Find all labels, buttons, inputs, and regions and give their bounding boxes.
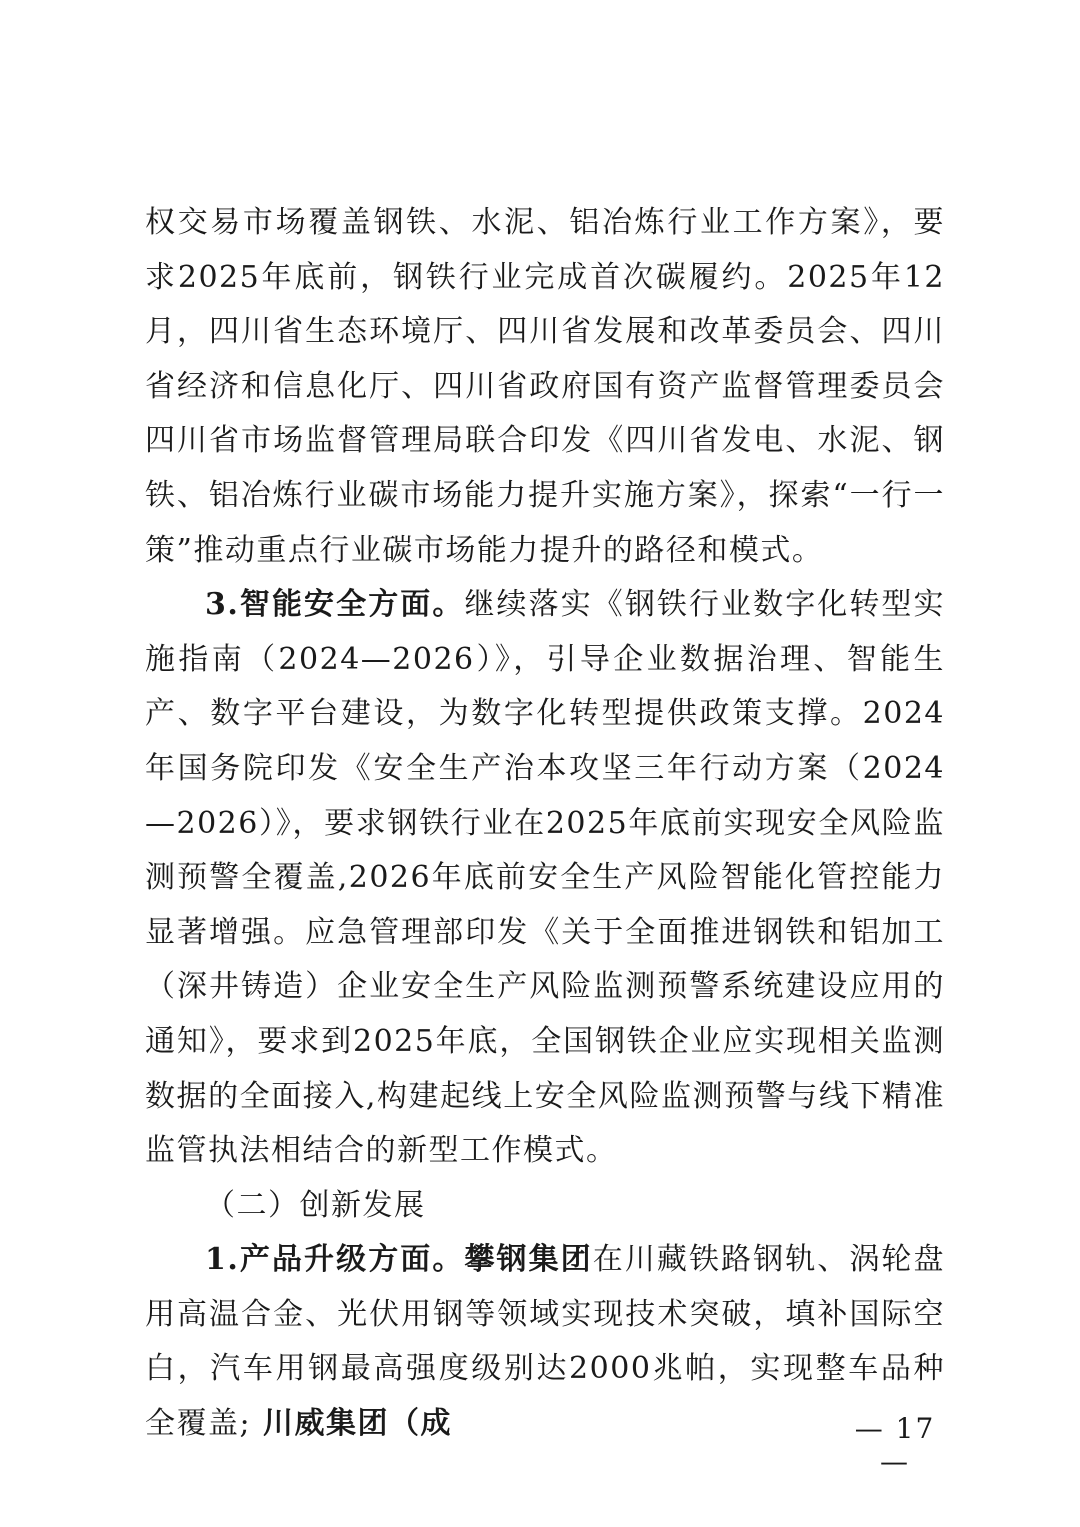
page-number: — 17 — — [854, 1412, 936, 1478]
paragraph-smart-safety — [145, 578, 945, 1179]
paragraph-carbon-market: 权交易市场覆盖钢铁、水泥、铝冶炼行业工作方案》，要求2025年底前，钢铁行业完成首次碳履约。2025年12月，四川省生态环境厅、四川省发展和改革委员会、四川省经济和信息化厅、四川省政府国有资产监督管理委员会 四川省市场监督管理局联合印发《四川省发电、水泥、钢铁、铝冶炼行业碳市场能力提升实施方案》，探索“一行一策”推动重点行业碳市场能力提升的路径和模式。 — [145, 205, 945, 568]
section-heading-innovation: （二）创新发展 — [205, 1187, 426, 1223]
smart-safety-heading: 3.智能安全方面。 — [205, 587, 465, 623]
company-pangang: 攀钢集团 — [464, 1242, 593, 1278]
product-upgrade-body: 在川藏铁路钢轨、涡轮盘用高温合金、光伏用钢等领域实现技术突破，填补国际空白，汽车用钢最高强度级别达2000兆帕，实现整车品种全覆盖; — [145, 1242, 946, 1442]
company-chuanwei: 川威集团（成 — [251, 1406, 453, 1442]
product-upgrade-heading: 1.产品升级方面。 — [205, 1242, 465, 1278]
paragraph-product-upgrade — [145, 1233, 945, 1451]
smart-safety-body: 继续落实《钢铁行业数字化转型实施指南（2024—2026）》，引导企业数据治理、智能生产、数字平台建设，为数字化转型提供政策支撑。2024年国务院印发《安全生产治本攻坚三年行动方案（2024—2026）》，要求钢铁行业在2025年底前实现安全风险监测预警全覆盖,2026年底前安全生产风险智能化管控能力显著增强。应急管理部印发《关于全面推进钢铁和铝加工（深井铸造）企业安全生产风险监测预警系统建设应用的通知》，要求到2025年底，全国钢铁企业应实现相关监测数据的全面接入,构建起线上安全风险监测预警与线下精准监管执法相结合的新型工作模式。 — [145, 587, 946, 1169]
body-text — [145, 196, 945, 1452]
